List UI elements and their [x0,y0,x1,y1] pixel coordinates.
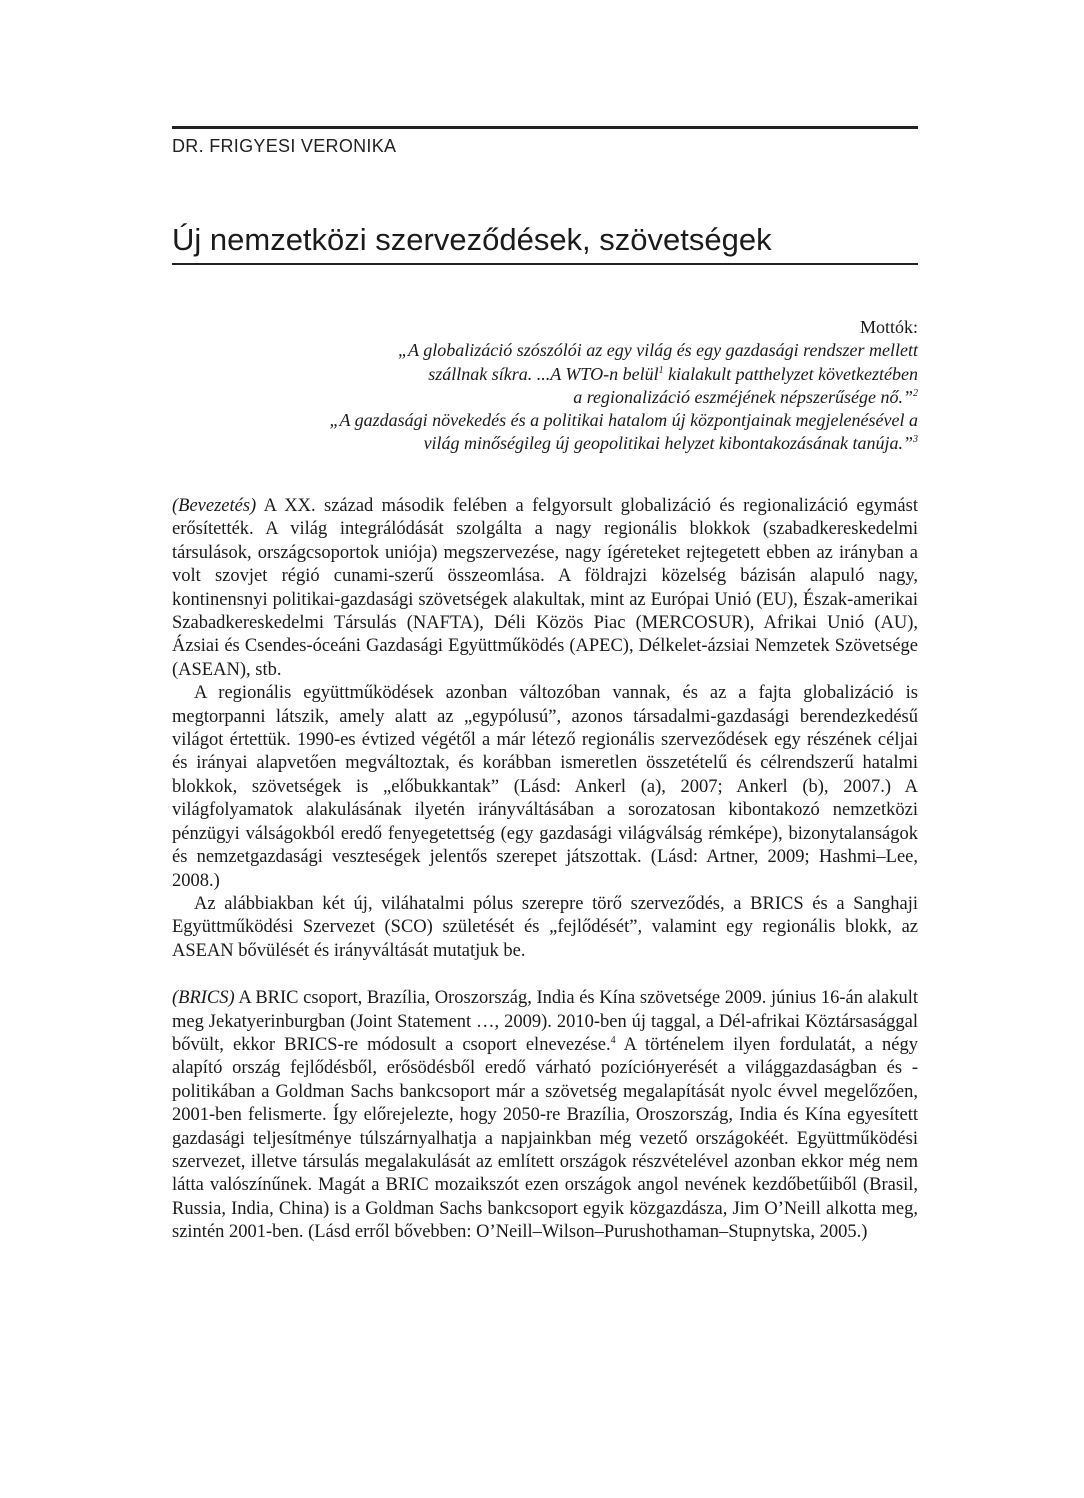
paragraph-4-text-b: A történelem ilyen fordulatát, a négy alapító ország fejlődésből, erősödésből eredő várható pozícióнyerését a világgazdaságban és -politikában a Goldman Sachs bankcsoport már a szövetség megalapítását nyolc évvel megelőzően, 2001-ben felismerte. Így előrejelezte, hogy 2050-re Brazília, Oroszország, India és Kína egyesített gazdasági teljesítménye túlszárnyalhatja a napjainkban még vezető országokéét. Együttműködési szervezet, illetve társulás megalakulását az említett országok részvételével azonban ekkor még nem látta valószínűnek. Magát a BRIC mozaikszót ezen országok angol nevének kezdőbetűiből (Brasil, Russia, India, China) is a Goldman Sachs bankcsoport egyik közgazdásza, Jim O’Neill alkotta meg, szintén 2001-ben. (Lásd erről bővebben: O’Neill–Wilson–Purushothaman–Stupnytska, 2005.) [172,1034,918,1243]
quote1-line2a: szállnak síkra. ...A WTO-n belül [428,363,659,384]
paragraph-4-text-a: A BRIC csoport, Brazília, Oroszország, India és Kína szövetsége 2009. június 16-án alakult meg Jekatyerinburgban (Joint Statement …, 2009). 2010-ben új taggal, a Dél-afrikai Köztársasággal bővült, ekkor BRICS-re módosult a csoport elnevezése. [172,988,918,1055]
quote2-line2-text: világ minőségileg új geopolitikai helyzet kibontakozásának tanúja.” [423,433,913,454]
paragraph-brics [172,987,918,1244]
paragraph-1-text: A XX. század második felében a felgyorsult globalizáció és regionalizáció egymást erősítették. A világ integrálódását szolgálta a nagy regionális blokkok (szabadkereskedelmi társulások, országcsoportok uniója) megszervezése, nagy ígéreteket rejtegetett ebben az irányban a volt szovjet régió cunami-szerű összeomlása. A földrajzi közelség bázisán alapuló nagy, kontinensnyi politikai-gazdasági szövetségek alakultak, mint az Európai Unió (EU), Észak-amerikai Szabadkereskedelmi Társulás (NAFTA), Déli Közös Piac (MERCOSUR), Afrikai Unió (AU), Ázsiai és Csendes-óceáni Gazdasági Együttműködés (APEC), Délkelet-ázsiai Nemzetek Szövetsége (ASEAN), stb. [172,496,918,680]
article-body [172,495,918,1245]
section-label-brics: (BRICS) [172,988,235,1009]
footnote-ref-3[interactable]: 3 [913,434,918,446]
quote1-line1: „A globalizáció szószólói az egy világ és egy gazdasági rendszer mellett [398,340,918,361]
quote1-line2b: kialakult patthelyzet következtében [663,363,918,384]
quote2-line1: „A gazdasági növekedés és a politikai hatalom új központjainak megjelenésével a [329,410,918,431]
section-label-introduction: (Bevezetés) [172,496,257,516]
footnote-ref-1[interactable]: 1 [658,364,664,376]
quote1-line2 [172,363,918,386]
paragraph-3: Az alábbiakban két új, viláhatalmi pólus szerepre törő szerveződés, a BRICS és a Sanghaji Együttműködési Szervezet (SCO) születését és „fejlődését”, valamint egy regionális blokk, az ASEAN bővülését és irányváltását mutatjuk be. [172,893,918,961]
title-rule [172,263,918,265]
paragraph-2: A regionális együttműködések azonban változóban vannak, és az a fajta globalizáció is megtorpanni látszik, amely alatt az „egypólusú”, azonos társadalmi-gazdasági berendezkedésű világot értettük. 1990-es évtized végétől a már létező regionális szerveződések egy részének céljai és irányai alapvetően megváltoztak, és korábban ismeretlen összetételű és célrendszerű hatalmi blokkok, szövetségek is „előbukkantak” (Lásd: Ankerl (a), 2007; Ankerl (b), 2007.) A világfolyamatok alakulásának ilyetén irányváltásában a sorozatosan kibontakozó nemzetközi pénzügyi válságokból eredő fenyegetettség (egy gazdasági világválság rémképe), bizonytalanságok és nemzetgazdasági veszteségek jelentős szerepet játszottak. (Lásd: Artner, 2009; Hashmi–Lee, 2008.) [172,683,918,891]
motto-label: Mottók: [859,317,918,337]
quote1-line3-text: a regionalizáció eszméjének népszerűsége nő.” [573,386,913,407]
quote2-line2 [172,432,918,455]
header-rule [172,126,918,129]
footnote-ref-4[interactable]: 4 [610,1034,616,1046]
article-title: Új nemzetközi szerveződések, szövetségek [172,222,772,257]
motto-block [172,316,918,456]
quote1-line3 [172,386,918,409]
footnote-ref-2[interactable]: 2 [913,387,918,399]
paragraph-introduction [172,495,918,682]
author-name: DR. FRIGYESI VERONIKA [172,136,397,156]
